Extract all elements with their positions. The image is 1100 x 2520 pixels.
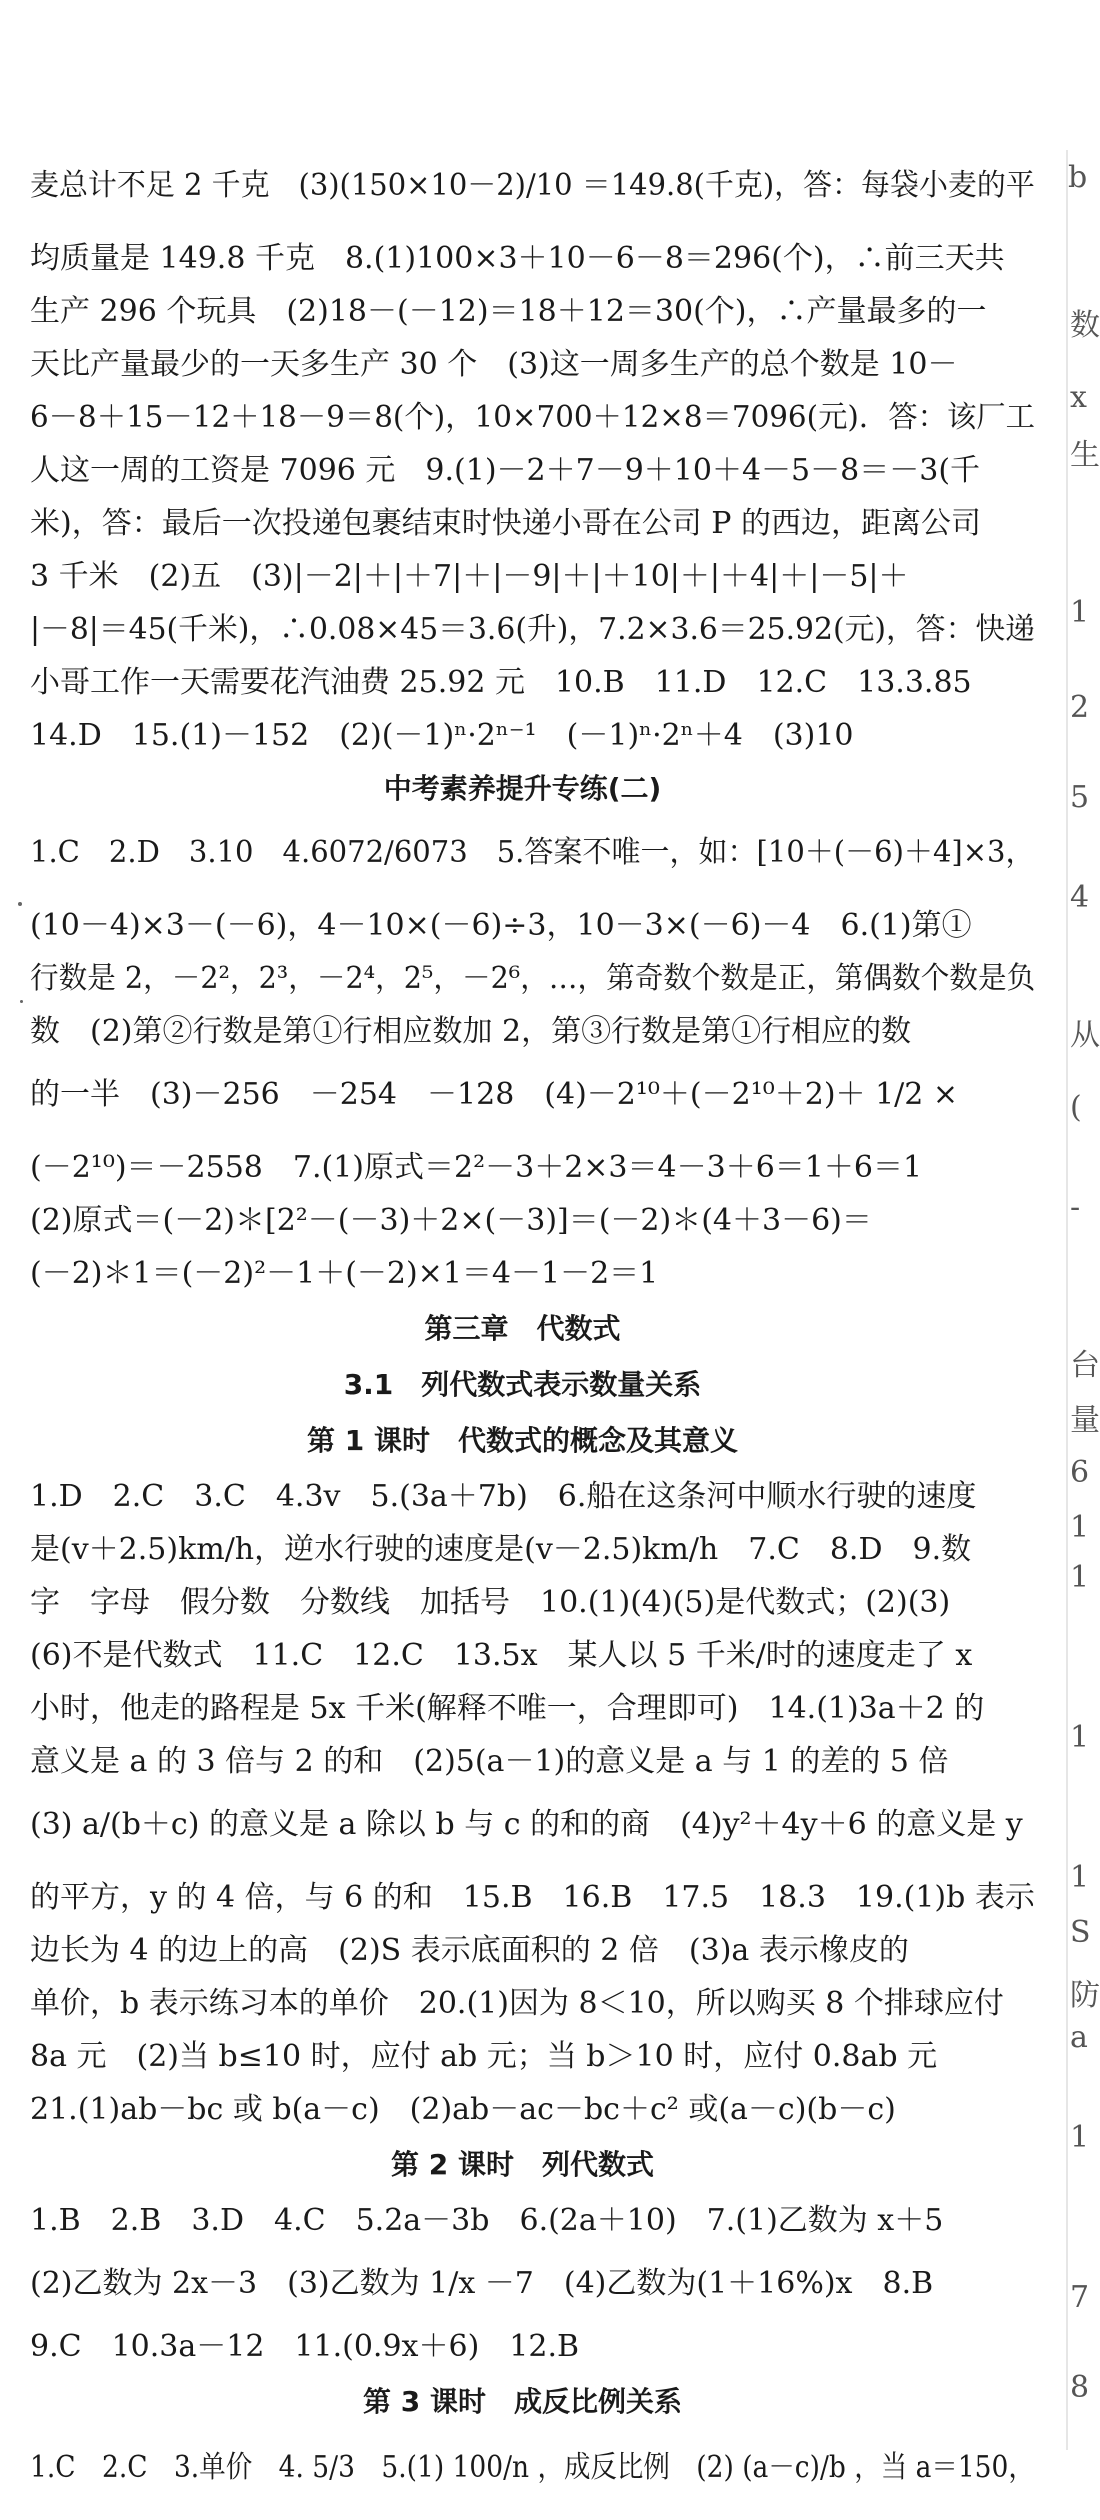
edge-glyph: 1 — [1070, 1720, 1090, 1755]
chapter-heading: 第三章 代数式 — [424, 1312, 621, 1345]
text-line: 1.C 2.C 3.单价 4. 5/3 5.(1) 100/n ，成反比例 (2) (a－c)/b ，当 a＝150， — [30, 2450, 1035, 2485]
text-line: 的一半 (3)－256 －254 －128 (4)－2¹⁰＋(－2¹⁰＋2)＋ 1/2 × — [30, 1077, 959, 1112]
text-line: 意义是 a 的 3 倍与 2 的和 (2)5(a－1)的意义是 a 与 1 的差的 5 倍 — [30, 1744, 949, 1779]
section-heading: 中考素养提升专练(二) — [383, 772, 662, 805]
text-line: 1.B 2.B 3.D 4.C 5.2a－3b 6.(2a＋10) 7.(1)乙数为 x＋5 — [30, 2203, 944, 2238]
text-line: 8a 元 (2)当 b≤10 时，应付 ab 元；当 b＞10 时，应付 0.8ab 元 — [30, 2039, 938, 2074]
text-line: 生产 296 个玩具 (2)18－(－12)＝18＋12＝30(个)，∴产量最多的一 — [30, 294, 987, 329]
scan-speck — [20, 1000, 23, 1003]
text-line: 21.(1)ab－bc 或 b(a－c) (2)ab－ac－bc＋c² 或(a－c)(b－c) — [30, 2092, 896, 2127]
text-line: (2)乙数为 2x－3 (3)乙数为 1/x －7 (4)乙数为(1＋16%)x 8.B — [30, 2266, 934, 2301]
edge-glyph: 防 — [1070, 1978, 1100, 2013]
edge-glyph: 生 — [1070, 438, 1100, 473]
edge-glyph: 1 — [1070, 1860, 1090, 1895]
text-line: (10－4)×3－(－6)，4－10×(－6)÷3，10－3×(－6)－4 6.(1)第① — [30, 908, 972, 943]
text-line: 麦总计不足 2 千克 (3)(150×10－2)/10 ＝149.8(千克)，答：每袋小麦的平 — [30, 168, 1035, 203]
text-line: 1.D 2.C 3.C 4.3v 5.(3a＋7b) 6.船在这条河中顺水行驶的速度 — [30, 1479, 977, 1514]
edge-glyph: x — [1070, 380, 1087, 415]
edge-glyph: 6 — [1070, 1455, 1090, 1490]
text-line: 小时，他走的路程是 5x 千米(解释不唯一，合理即可) 14.(1)3a＋2 的 — [30, 1691, 985, 1726]
section-heading: 3.1 列代数式表示数量关系 — [343, 1368, 702, 1401]
text-line: 14.D 15.(1)－152 (2)(－1)ⁿ·2ⁿ⁻¹ (－1)ⁿ·2ⁿ＋4 (3)10 — [30, 718, 854, 753]
edge-glyph: 从 — [1070, 1018, 1100, 1053]
text-line: (6)不是代数式 11.C 12.C 13.5x 某人以 5 千米/时的速度走了 x — [30, 1638, 973, 1673]
edge-glyph: a — [1070, 2020, 1088, 2055]
edge-glyph: 7 — [1070, 2280, 1090, 2315]
text-line: (2)原式＝(－2)＊[2²－(－3)＋2×(－3)]＝(－2)＊(4＋3－6)＝ — [30, 1203, 872, 1238]
text-line: (－2)＊1＝(－2)²－1＋(－2)×1＝4－1－2＝1 — [30, 1256, 659, 1291]
text-line: 行数是 2，－2²，2³，－2⁴，2⁵，－2⁶，…，第奇数个数是正，第偶数个数是负 — [30, 961, 1036, 996]
text-line: (－2¹⁰)＝－2558 7.(1)原式＝2²－3＋2×3＝4－3＋6＝1＋6＝1 — [30, 1150, 923, 1185]
edge-glyph: 4 — [1070, 880, 1090, 915]
text-line: 是(v＋2.5)km/h，逆水行驶的速度是(v－2.5)km/h 7.C 8.D 9.数 — [30, 1532, 972, 1567]
text-line: 人这一周的工资是 7096 元 9.(1)－2＋7－9＋10＋4－5－8＝－3(千 — [30, 453, 981, 488]
page-gutter — [1066, 150, 1068, 2450]
text-line: 米)，答：最后一次投递包裹结束时快递小哥在公司 P 的西边，距离公司 — [30, 506, 981, 541]
text-line: 6－8＋15－12＋18－9＝8(个)，10×700＋12×8＝7096(元)．答：该厂工 — [30, 400, 1036, 435]
edge-glyph: 2 — [1070, 690, 1090, 725]
edge-glyph: 8 — [1070, 2370, 1090, 2405]
edge-glyph: 1 — [1070, 2120, 1090, 2155]
text-line: 天比产量最少的一天多生产 30 个 (3)这一周多生产的总个数是 10－ — [30, 347, 958, 382]
edge-glyph: 数 — [1070, 308, 1100, 343]
scan-speck — [18, 902, 22, 906]
edge-glyph: 量 — [1070, 1403, 1100, 1438]
edge-glyph: ( — [1070, 1090, 1082, 1125]
text-line: 边长为 4 的边上的高 (2)S 表示底面积的 2 倍 (3)a 表示橡皮的 — [30, 1933, 909, 1968]
text-line: 单价，b 表示练习本的单价 20.(1)因为 8＜10，所以购买 8 个排球应付 — [30, 1986, 1004, 2021]
text-line: 3 千米 (2)五 (3)|－2|＋|＋7|＋|－9|＋|＋10|＋|＋4|＋|－5|＋ — [30, 559, 909, 594]
text-line: |－8|＝45(千米)，∴0.08×45＝3.6(升)，7.2×3.6＝25.92(元)，答：快递 — [30, 612, 1035, 647]
edge-glyph: 1 — [1070, 595, 1090, 630]
text-line: (3) a/(b＋c) 的意义是 a 除以 b 与 c 的和的商 (4)y²＋4y＋6 的意义是 y — [30, 1807, 1023, 1842]
edge-glyph: 1 — [1070, 1510, 1090, 1545]
edge-glyph: - — [1070, 1190, 1081, 1225]
edge-glyph: 5 — [1070, 780, 1090, 815]
text-line: 1.C 2.D 3.10 4.6072/6073 5.答案不唯一，如：[10＋(－6)＋4]×3， — [30, 835, 1035, 870]
text-line: 数 (2)第②行数是第①行相应数加 2，第③行数是第①行相应的数 — [30, 1014, 912, 1049]
edge-glyph: 台 — [1070, 1348, 1100, 1383]
lesson-heading: 第 2 课时 列代数式 — [391, 2148, 654, 2181]
text-line: 字 字母 假分数 分数线 加括号 10.(1)(4)(5)是代数式；(2)(3) — [30, 1585, 951, 1620]
text-line: 9.C 10.3a－12 11.(0.9x＋6) 12.B — [30, 2329, 580, 2364]
edge-glyph: S — [1070, 1915, 1091, 1950]
edge-glyph: 1 — [1070, 1560, 1090, 1595]
edge-glyph: b — [1068, 160, 1088, 195]
text-line: 均质量是 149.8 千克 8.(1)100×3＋10－6－8＝296(个)，∴前三天共 — [30, 241, 1005, 276]
text-line: 的平方，y 的 4 倍，与 6 的和 15.B 16.B 17.5 18.3 19.(1)b 表示 — [30, 1880, 1035, 1915]
lesson-heading: 第 3 课时 成反比例关系 — [363, 2385, 682, 2418]
text-line: 小哥工作一天需要花汽油费 25.92 元 10.B 11.D 12.C 13.3.85 — [30, 665, 972, 700]
lesson-heading: 第 1 课时 代数式的概念及其意义 — [307, 1424, 738, 1457]
